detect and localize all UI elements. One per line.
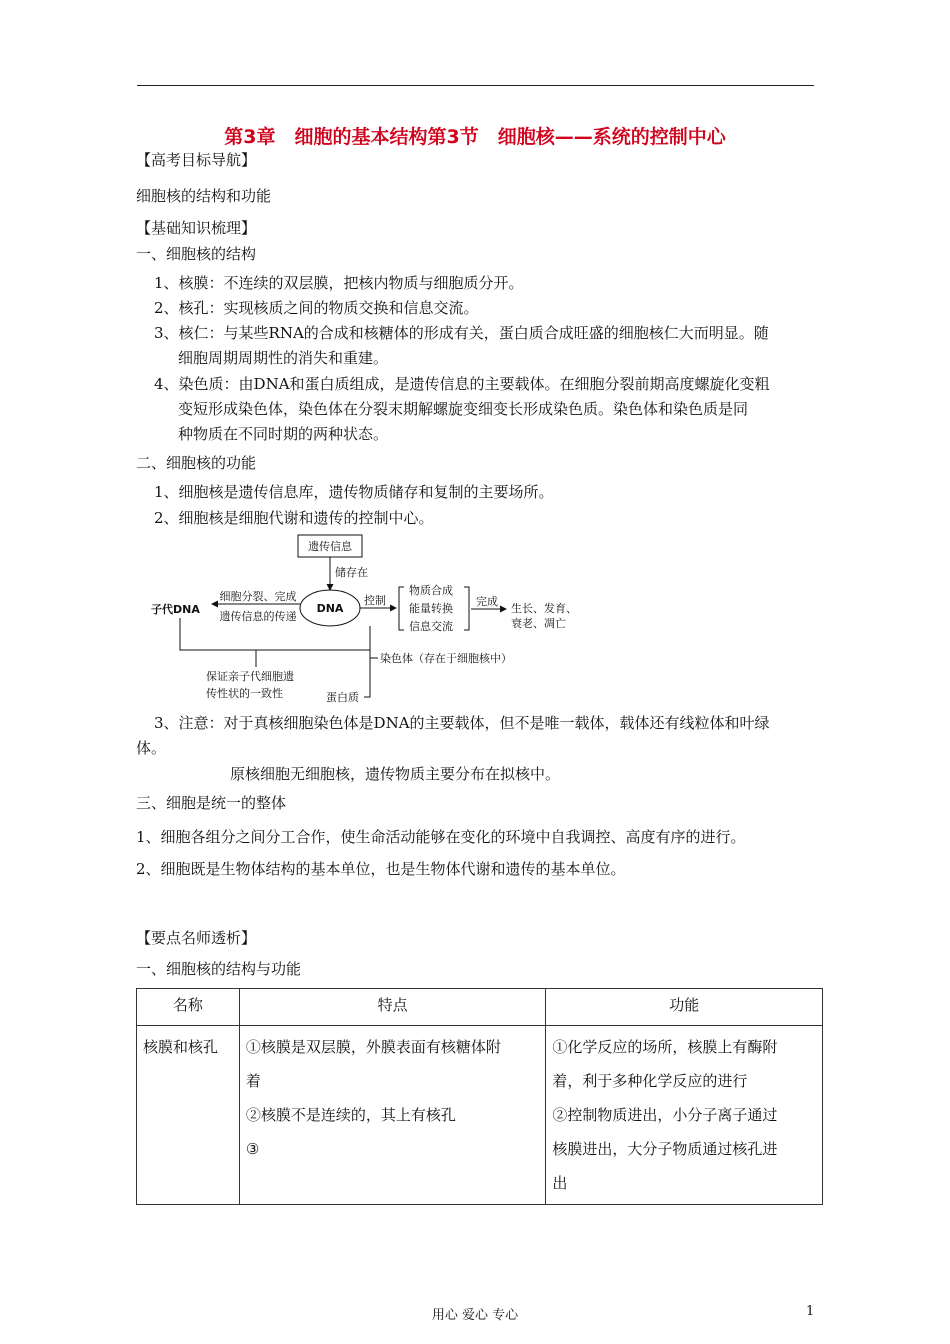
section-heading-analysis: 【要点名师透析】 [136,929,257,947]
heading-unity: 三、细胞是统一的整体 [136,794,287,812]
page-footer: 用心 爱心 专心 [431,1308,519,1323]
header-rule [137,85,814,86]
page-title: 第3章 细胞的基本结构第3节 细胞核——系统的控制中心 [224,126,726,148]
stored-label: 储存在 [335,566,368,579]
complete-label: 完成 [476,595,498,608]
note-line-1: 3、注意：对于真核细胞染色体是DNA的主要载体，但不是唯一载体，载体还有线粒体和叶绿 [154,714,770,732]
analysis-subheading: 一、细胞核的结构与功能 [136,960,302,978]
cell-function [546,1026,823,1205]
process-3: 信息交流 [409,620,453,633]
structure-item-4-cont2: 种物质在不同时期的两种状态。 [178,425,389,443]
heading-function: 二、细胞核的功能 [136,454,257,472]
function-line: 核膜进出，大分子物质通过核孔进 [552,1140,778,1158]
guarantee-2: 传性状的一致性 [206,687,283,700]
heading-structure: 一、细胞核的结构 [136,245,257,263]
page-number: 1 [806,1304,815,1319]
table-header-feature: 特点 [239,989,546,1026]
table-row [137,1026,823,1205]
structure-item-3: 3、核仁：与某些RNA的合成和核糖体的形成有关，蛋白质合成旺盛的细胞核仁大而明显。随 [154,324,769,342]
process-brace-left [399,587,404,630]
offspring-dna-label: 子代DNA [151,603,200,616]
result-2: 衰老、凋亡 [511,617,566,630]
cell-name: 核膜和核孔 [137,1026,240,1205]
structure-item-1: 1、核膜：不连续的双层膜，把核内物质与细胞质分开。 [154,274,524,292]
function-line: ①化学反应的场所，核膜上有酶附 [552,1038,778,1056]
function-line: 出 [552,1174,568,1192]
guarantee-1: 保证亲子代细胞遗 [206,670,294,683]
table-header-name: 名称 [137,989,240,1026]
feature-line: ②核膜不是连续的，其上有核孔 [245,1106,456,1124]
process-1: 物质合成 [409,584,453,597]
cell-feature [239,1026,546,1205]
nucleus-function-diagram [146,532,596,708]
structure-item-2: 2、核孔：实现核质之间的物质交换和信息交流。 [154,299,479,317]
protein-connector [364,626,370,697]
control-label: 控制 [364,594,386,607]
unity-item-2: 2、细胞既是生物体结构的基本单位，也是生物体代谢和遗传的基本单位。 [136,860,626,878]
feature-line: ①核膜是双层膜，外膜表面有核糖体附 [245,1038,501,1056]
function-line: 着，利于多种化学反应的进行 [552,1072,748,1090]
protein-label: 蛋白质 [326,691,359,704]
dna-label: DNA [316,602,344,615]
table-header-function: 功能 [546,989,823,1026]
structure-item-4: 4、染色质：由DNA和蛋白质组成，是遗传信息的主要载体。在细胞分裂前期高度螺旋化变粗 [154,375,770,393]
note-line-3: 原核细胞无细胞核，遗传物质主要分布在拟核中。 [230,765,561,783]
structure-item-4-cont1: 变短形成染色体，染色体在分裂末期解螺旋变细变长形成染色质。染色体和染色质是同 [178,400,749,418]
table-header-row [137,989,823,1026]
section-heading-basics: 【基础知识梳理】 [136,219,257,237]
function-line: ②控制物质进出，小分子离子通过 [552,1106,778,1124]
structure-function-table [136,988,823,1205]
function-item-1: 1、细胞核是遗传信息库，遗传物质储存和复制的主要场所。 [154,483,554,501]
note-line-2: 体。 [136,739,167,757]
feature-line: 着 [245,1072,261,1090]
result-1: 生长、发育、 [511,602,577,615]
division-label-1: 细胞分裂、完成 [219,590,297,603]
unity-item-1: 1、细胞各组分之间分工合作，使生命活动能够在变化的环境中自我调控、高度有序的进行。 [136,828,746,846]
division-label-2: 遗传信息的传递 [219,610,297,623]
section-heading-goals: 【高考目标导航】 [136,151,257,169]
feature-line: ③ [245,1140,260,1158]
genetic-info-label: 遗传信息 [308,540,352,553]
function-item-2: 2、细胞核是细胞代谢和遗传的控制中心。 [154,509,434,527]
structure-item-3-cont: 细胞周期周期性的消失和重建。 [178,349,389,367]
chromosome-label: 染色体（存在于细胞核中） [380,652,512,665]
process-brace-right [464,587,469,630]
process-2: 能量转换 [409,602,453,615]
goals-text: 细胞核的结构和功能 [136,187,272,205]
